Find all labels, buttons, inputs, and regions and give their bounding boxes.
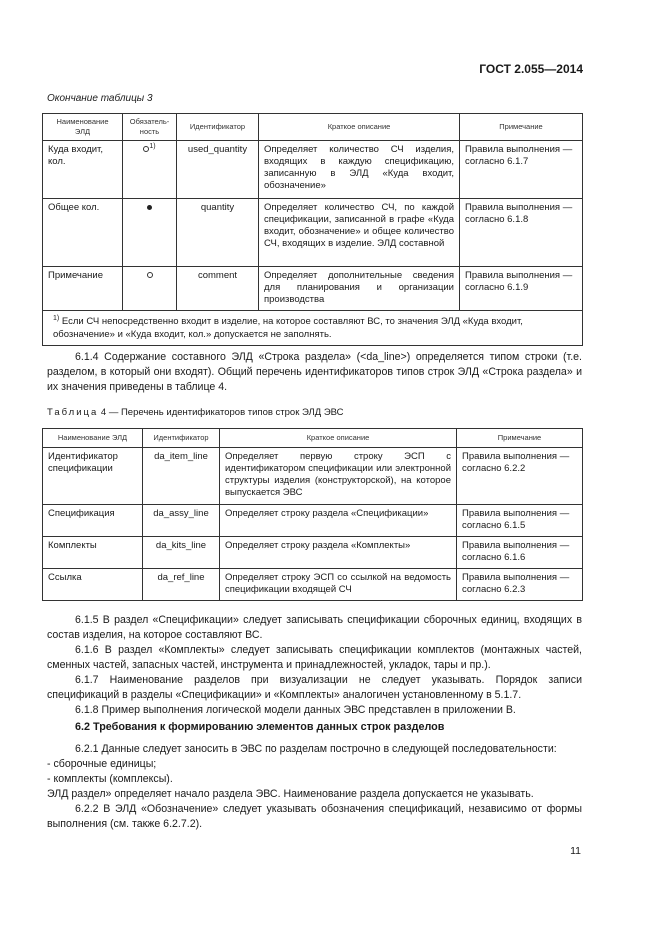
table4-cell-desc: Определяет первую строку ЭСП с идентификатором спецификации или электронной структуры изделия (конструкторской), на которое выпускается ЭВС	[220, 448, 457, 505]
table-row	[43, 199, 583, 267]
table4-header: Идентификатор	[143, 429, 220, 448]
table3-cell-note: Правила выполнения — согласно 6.1.8	[460, 199, 583, 267]
table4-cell-name: Ссылка	[43, 569, 143, 601]
table3-cell-required	[123, 199, 177, 267]
paragraph-6-2-1: 6.2.1 Данные следует заносить в ЭВС по разделам построчно в следующей последовательности:	[75, 743, 557, 755]
table3-cell-desc: Определяет количество СЧ изделия, входящих в каждую спецификацию, записанную в ЭЛД «Куда входит, обозначение»	[259, 141, 460, 199]
table3-cell-id: quantity	[177, 199, 259, 267]
table3-cell-required	[123, 141, 177, 199]
document-header: ГОСТ 2.055—2014	[479, 62, 583, 76]
table-row	[43, 537, 583, 569]
table-row	[43, 505, 583, 537]
page-number: 11	[570, 845, 581, 857]
table-row	[43, 267, 583, 311]
table3-header-row	[43, 114, 583, 141]
table4-cell-note: Правила выполнения — согласно 6.1.5	[457, 505, 583, 537]
table4-cell-desc: Определяет строку раздела «Спецификации»	[220, 505, 457, 537]
footnote-mark: 1)	[53, 314, 60, 322]
table3-footnote	[43, 311, 583, 346]
section-6-2-body	[47, 742, 582, 832]
paragraph-6-2-2: 6.2.2 В ЭЛД «Обозначение» следует указывать обозначения спецификаций, независимо от формы выполнения (см. также 6.2.7.2).	[47, 803, 582, 830]
table4-cell-name: Комплекты	[43, 537, 143, 569]
table3-cell-desc: Определяет количество СЧ, по каждой спецификации, записанной в графе «Куда входит, обозначение» и общее количество СЧ, входящих в изделие. ЭЛД составной	[259, 199, 460, 267]
footnote-text: Если СЧ непосредственно входит в изделие, на которое составляют ВС, то значения ЭЛД «Куда входит, обозначение» и «Куда входит, кол.» допускается не заполнять.	[53, 316, 523, 340]
table4-cell-name: Спецификация	[43, 505, 143, 537]
table3-cell-note: Правила выполнения — согласно 6.1.9	[460, 267, 583, 311]
list-item: - сборочные единицы;	[47, 758, 157, 770]
table4-cell-id: da_item_line	[143, 448, 220, 505]
paragraph-6-1-7: 6.1.7 Наименование разделов при визуализации не следует указывать. Порядок записи спецификаций в разделы «Спецификации» и «Комплекты» аналогичен установленному в 5.1.7.	[47, 674, 582, 701]
table3-header: Обязатель-ность	[123, 114, 177, 141]
table3	[42, 113, 583, 346]
table4-header: Краткое описание	[220, 429, 457, 448]
list-item: - комплекты (комплексы).	[47, 773, 173, 785]
table4-cell-id: da_kits_line	[143, 537, 220, 569]
footnote-ref: 1)	[149, 142, 156, 150]
table3-cell-note: Правила выполнения — согласно 6.1.7	[460, 141, 583, 199]
table4-cell-desc: Определяет строку ЭСП со ссылкой на ведомость спецификации входящей СЧ	[220, 569, 457, 601]
table3-header: Краткое описание	[259, 114, 460, 141]
table-row	[43, 141, 583, 199]
table3-header: Наименование ЭЛД	[43, 114, 123, 141]
table4-cell-id: da_assy_line	[143, 505, 220, 537]
table4-caption	[47, 407, 344, 418]
section-heading-6-2: 6.2 Требования к формированию элементов данных строк разделов	[75, 721, 445, 733]
table4	[42, 428, 583, 601]
table3-cell-required	[123, 267, 177, 311]
table3-cell-name: Куда входит, кол.	[43, 141, 123, 199]
paragraphs-6-1-5-to-8	[47, 613, 582, 718]
table3-cell-id: used_quantity	[177, 141, 259, 199]
table3-header: Примечание	[460, 114, 583, 141]
paragraph-6-1-8: 6.1.8 Пример выполнения логической модели данных ЭВС представлен в приложении В.	[75, 704, 516, 716]
table3-header: Идентификатор	[177, 114, 259, 141]
table4-caption-text: 4 — Перечень идентификаторов типов строк ЭЛД ЭВС	[100, 407, 344, 418]
table3-cell-id: comment	[177, 267, 259, 311]
table3-caption: Окончание таблицы 3	[47, 93, 153, 104]
paragraph-6-2-1b: ЭЛД раздел» определяет начало раздела ЭВС. Наименование раздела допускается не указывать.	[47, 788, 534, 800]
paragraph-6-1-6: 6.1.6 В раздел «Комплекты» следует записывать спецификации комплектов (монтажных частей, сменных частей, запасных частей, инструмента и принадлежностей, укладок, тары и пр.).	[47, 644, 582, 671]
table4-header-row	[43, 429, 583, 448]
table4-cell-note: Правила выполнения — согласно 6.1.6	[457, 537, 583, 569]
paragraph-6-1-5: 6.1.5 В раздел «Спецификации» следует записывать спецификации сборочных единиц, входящих в состав изделия, на которое составляют ВС.	[47, 614, 582, 641]
table3-cell-name: Общее кол.	[43, 199, 123, 267]
table3-cell-name: Примечание	[43, 267, 123, 311]
table4-header: Наименование ЭЛД	[43, 429, 143, 448]
table4-caption-label: Таблица	[47, 407, 99, 418]
table4-cell-name: Идентификатор спецификации	[43, 448, 143, 505]
table-row	[43, 569, 583, 601]
table4-cell-note: Правила выполнения — согласно 6.2.3	[457, 569, 583, 601]
table4-cell-note: Правила выполнения — согласно 6.2.2	[457, 448, 583, 505]
table-row	[43, 448, 583, 505]
table3-cell-desc: Определяет дополнительные сведения для планирования и организации производства	[259, 267, 460, 311]
optional-circle-icon	[147, 272, 153, 278]
mandatory-dot-icon	[147, 205, 152, 210]
table4-cell-id: da_ref_line	[143, 569, 220, 601]
paragraph-6-1-4: 6.1.4 Содержание составного ЭЛД «Строка раздела» (<da_line>) определяется типом строки (т.е. разделом, в который они входят). Общий перечень идентификаторов типов строк ЭЛД «Строка раздела» и их значения приведены в таблице 4.	[47, 351, 582, 393]
table4-cell-desc: Определяет строку раздела «Комплекты»	[220, 537, 457, 569]
table3-footnote-row	[43, 311, 583, 346]
table4-header: Примечание	[457, 429, 583, 448]
